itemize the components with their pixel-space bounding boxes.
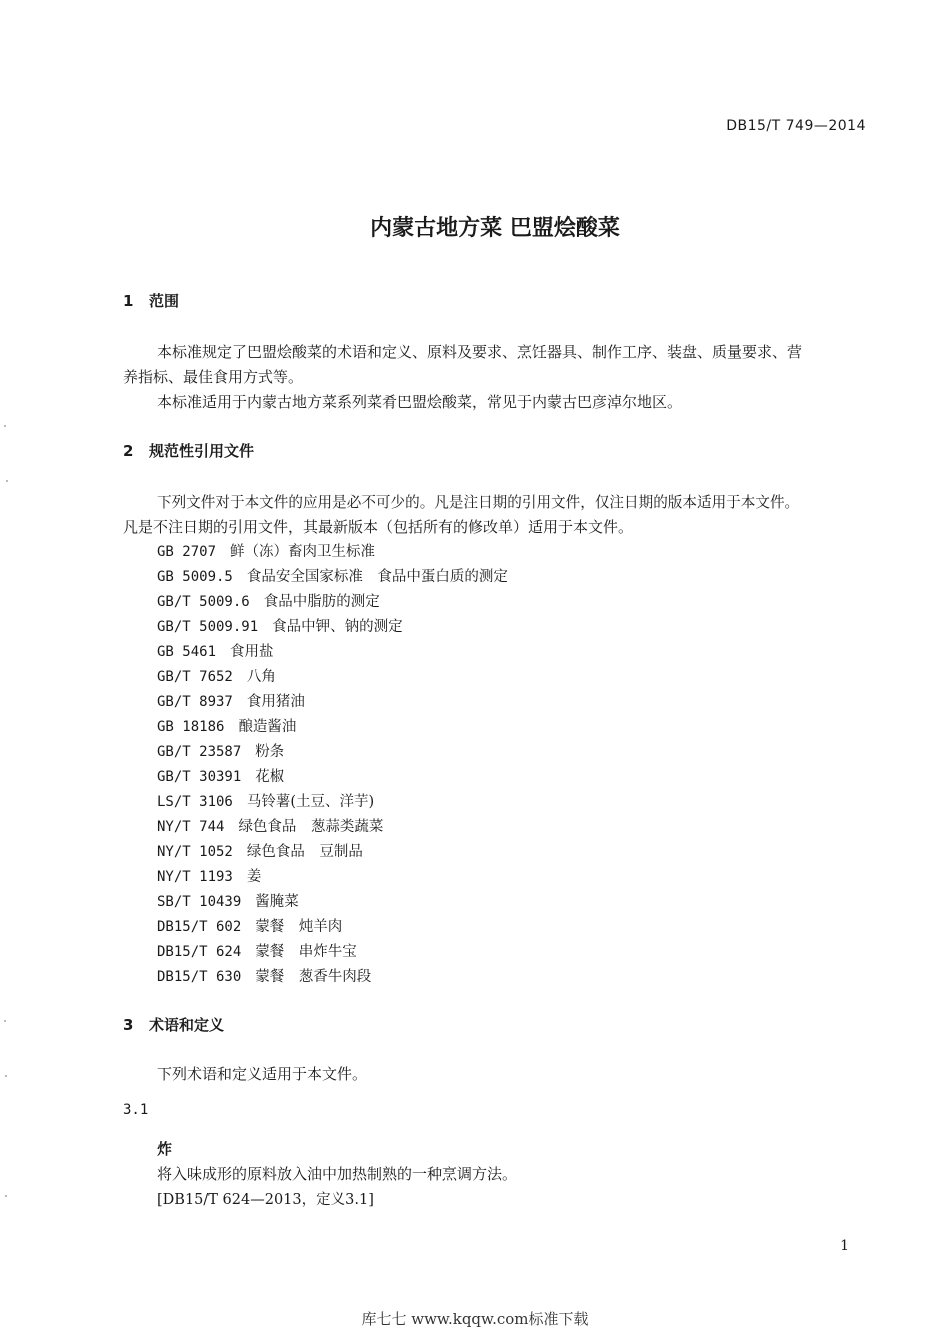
reference-item xyxy=(157,715,296,736)
scope-paragraph-2: 本标准适用于内蒙古地方菜系列菜肴巴盟烩酸菜，常见于内蒙古巴彦淖尔地区。 xyxy=(157,393,683,411)
term-source: [DB15/T 624—2013，定义3.1] xyxy=(157,1192,374,1208)
section-number: 1 xyxy=(123,292,134,310)
reference-item xyxy=(157,790,374,811)
reference-name: 食品中脂肪的测定 xyxy=(263,594,380,610)
scan-speck xyxy=(5,1075,7,1077)
normative-intro-line-2: 凡是不注日期的引用文件，其最新版本（包括所有的修改单）适用于本文件。 xyxy=(123,518,634,536)
section-heading-terms xyxy=(123,1014,224,1035)
reference-code: DB15/T 602 xyxy=(157,919,242,935)
reference-name: 食品安全国家标准 食品中蛋白质的测定 xyxy=(246,569,508,585)
reference-name: 绿色食品 豆制品 xyxy=(246,844,363,860)
reference-code: SB/T 10439 xyxy=(157,894,242,910)
reference-code: GB/T 23587 xyxy=(157,744,242,760)
terms-intro: 下列术语和定义适用于本文件。 xyxy=(157,1065,368,1083)
reference-item xyxy=(157,940,357,961)
term-entry-number: 3.1 xyxy=(123,1102,149,1118)
section-title: 规范性引用文件 xyxy=(149,442,255,460)
reference-name: 食用猪油 xyxy=(246,694,305,710)
reference-item xyxy=(157,540,375,561)
reference-code: GB 5461 xyxy=(157,644,217,660)
reference-code: NY/T 1193 xyxy=(157,869,233,885)
reference-code: DB15/T 624 xyxy=(157,944,242,960)
reference-code: GB 5009.5 xyxy=(157,569,233,585)
reference-name: 鲜（冻）畜肉卫生标准 xyxy=(230,544,376,560)
reference-code: GB/T 8937 xyxy=(157,694,233,710)
reference-name: 八角 xyxy=(246,669,276,685)
reference-name: 食品中钾、钠的测定 xyxy=(272,619,403,635)
reference-item xyxy=(157,565,508,586)
reference-name: 蒙餐 串炸牛宝 xyxy=(255,944,357,960)
footer-watermark: 库七七 www.kqqw.com标准下载 xyxy=(361,1310,589,1328)
reference-item xyxy=(157,815,383,836)
reference-item xyxy=(157,765,284,786)
section-title: 范围 xyxy=(149,292,180,310)
reference-item xyxy=(157,640,274,661)
reference-item xyxy=(157,665,276,686)
reference-name: 蒙餐 葱香牛肉段 xyxy=(255,969,372,985)
scan-speck xyxy=(4,425,6,427)
reference-code: LS/T 3106 xyxy=(157,794,233,810)
reference-name: 花椒 xyxy=(255,769,285,785)
reference-name: 粉条 xyxy=(255,744,285,760)
term-definition: 将入味成形的原料放入油中加热制熟的一种烹调方法。 xyxy=(157,1165,518,1183)
scan-speck xyxy=(6,480,8,482)
section-heading-scope xyxy=(123,290,179,311)
term-name: 炸 xyxy=(157,1140,173,1158)
scan-speck xyxy=(4,1020,6,1022)
reference-name: 酱腌菜 xyxy=(255,894,299,910)
page-number: 1 xyxy=(840,1238,849,1254)
scope-paragraph-1-line-2: 养指标、最佳食用方式等。 xyxy=(123,368,304,386)
reference-item xyxy=(157,915,342,936)
reference-item xyxy=(157,890,299,911)
scope-paragraph-1-line-1: 本标准规定了巴盟烩酸菜的术语和定义、原料及要求、烹饪器具、制作工序、装盘、质量要求、营 xyxy=(157,343,803,361)
section-number: 3 xyxy=(123,1016,134,1034)
standard-code: DB15/T 749—2014 xyxy=(726,118,866,134)
reference-item xyxy=(157,590,380,611)
section-number: 2 xyxy=(123,442,134,460)
reference-item xyxy=(157,840,363,861)
reference-code: GB 2707 xyxy=(157,544,217,560)
reference-item xyxy=(157,690,305,711)
reference-item xyxy=(157,865,261,886)
reference-code: GB/T 30391 xyxy=(157,769,242,785)
reference-item xyxy=(157,615,403,636)
reference-code: GB 18186 xyxy=(157,719,225,735)
reference-code: GB/T 5009.6 xyxy=(157,594,250,610)
reference-code: NY/T 1052 xyxy=(157,844,233,860)
reference-name: 马铃薯(土豆、洋芋) xyxy=(246,794,375,810)
reference-code: GB/T 5009.91 xyxy=(157,619,259,635)
reference-code: DB15/T 630 xyxy=(157,969,242,985)
reference-name: 绿色食品 葱蒜类蔬菜 xyxy=(238,819,384,835)
reference-name: 蒙餐 炖羊肉 xyxy=(255,919,343,935)
reference-name: 酿造酱油 xyxy=(238,719,297,735)
reference-name: 姜 xyxy=(246,869,262,885)
reference-item xyxy=(157,740,284,761)
reference-item xyxy=(157,965,371,986)
normative-intro-line-1: 下列文件对于本文件的应用是必不可少的。凡是注日期的引用文件，仅注日期的版本适用于本文件。 xyxy=(157,494,800,511)
reference-name: 食用盐 xyxy=(230,644,274,660)
section-title: 术语和定义 xyxy=(149,1016,225,1034)
reference-code: NY/T 744 xyxy=(157,819,225,835)
document-title: 内蒙古地方菜 巴盟烩酸菜 xyxy=(370,216,620,241)
scan-speck xyxy=(5,1195,7,1197)
section-heading-normative xyxy=(123,440,254,461)
reference-code: GB/T 7652 xyxy=(157,669,233,685)
